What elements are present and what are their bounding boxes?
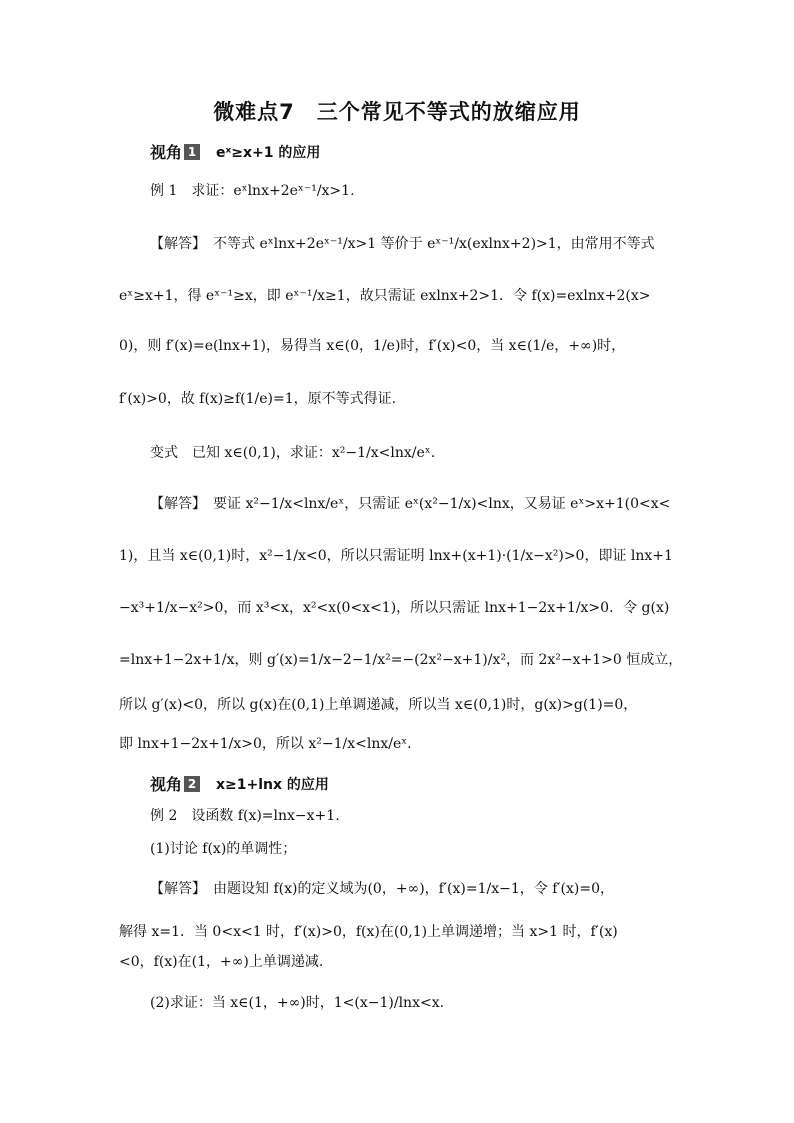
solution-line: 【解答】 不等式 eˣlnx+2eˣ⁻¹/x>1 等价于 eˣ⁻¹/x(exlnx+2)>1，由常用不等式 (150, 236, 655, 252)
solution-line: eˣ≥x+1，得 eˣ⁻¹≥x，即 eˣ⁻¹/x≥1，故只需证 exlnx+2>1．令 f(x)=exlnx+2(x> (119, 288, 651, 304)
section-badge-label: 视角 (150, 143, 183, 162)
question-part-1: (1)讨论 f(x)的单调性； (150, 841, 297, 857)
question-part-2: (2)求证：当 x∈(1，+∞)时，1<(x−1)/lnx<x. (150, 995, 445, 1011)
solution-line: <0，f(x)在(1，+∞)上单调递减. (119, 954, 324, 970)
section-1-heading (150, 140, 320, 163)
solution-line: 1)，且当 x∈(0,1)时，x²−1/x<0，所以只需证明 lnx+(x+1)·(1/x−x²)>0，即证 lnx+1 (119, 548, 673, 564)
solution-line: 即 lnx+1−2x+1/x>0，所以 x²−1/x<lnx/eˣ. (119, 736, 412, 752)
solution-line: −x³+1/x−x²>0，而 x³<x，x²<x(0<x<1)，所以只需证 lnx+1−2x+1/x>0．令 g(x) (119, 600, 670, 616)
solution-line: 【解答】 要证 x²−1/x<lnx/eˣ，只需证 eˣ(x²−1/x)<lnx，又易证 eˣ>x+1(0<x< (150, 496, 671, 512)
solution-line: =lnx+1−2x+1/x，则 g′(x)=1/x−2−1/x²=−(2x²−x+1)/x²，而 2x²−x+1>0 恒成立， (119, 652, 683, 668)
solution-line: f′(x)>0，故 f(x)≥f(1/e)=1，原不等式得证. (119, 391, 397, 407)
example-2: 例 2 设函数 f(x)=lnx−x+1. (150, 808, 340, 824)
solution-line: 解得 x=1．当 0<x<1 时，f′(x)>0，f(x)在(0,1)上单调递增；当 x>1 时，f′(x) (119, 924, 618, 940)
solution-line: 所以 g′(x)<0，所以 g(x)在(0,1)上单调递减，所以当 x∈(0,1)时，g(x)>g(1)=0， (119, 697, 638, 713)
solution-line: 【解答】 由题设知 f(x)的定义域为(0，+∞)，f′(x)=1/x−1，令 f′(x)=0， (150, 881, 615, 897)
variant-problem: 变式 已知 x∈(0,1)，求证：x²−1/x<lnx/eˣ. (150, 445, 436, 461)
section-2-heading (150, 772, 329, 795)
example-1: 例 1 求证：eˣlnx+2eˣ⁻¹/x>1. (150, 183, 355, 199)
solution-line: 0)，则 f′(x)=e(lnx+1)，易得当 x∈(0，1/e)时，f′(x)<0，当 x∈(1/e，+∞)时， (119, 338, 626, 354)
section-badge-number: 1 (184, 144, 200, 160)
section-1-title: eˣ≥x+1 的应用 (216, 144, 321, 161)
page-title: 微难点7 三个常见不等式的放缩应用 (213, 100, 581, 124)
section-badge-label: 视角 (150, 775, 183, 794)
section-badge-number: 2 (184, 776, 200, 792)
section-2-title: x≥1+lnx 的应用 (216, 776, 329, 793)
